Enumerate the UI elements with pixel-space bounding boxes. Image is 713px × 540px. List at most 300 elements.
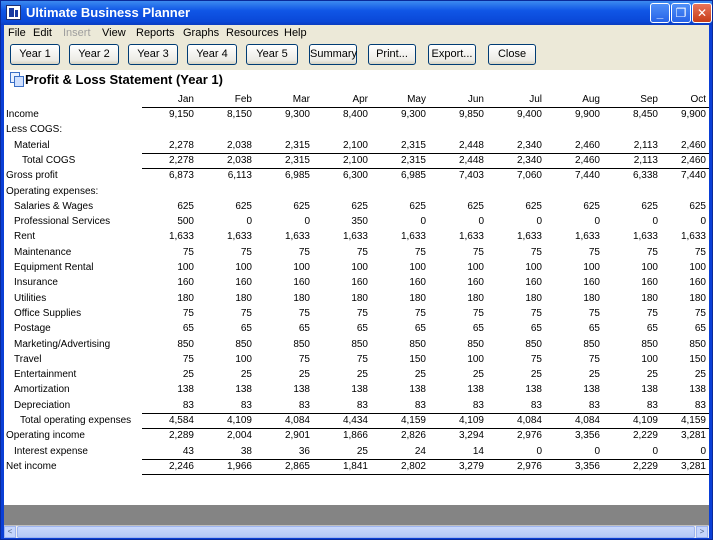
- cell-may: 6,985: [400, 170, 426, 182]
- cell-apr: 65: [356, 323, 368, 335]
- cell-aug: 75: [588, 246, 600, 258]
- cell-mar: 9,300: [284, 109, 310, 120]
- cell-mar: 625: [293, 200, 310, 212]
- row-label: Insurance: [14, 277, 58, 289]
- cell-mar: 36: [298, 445, 310, 457]
- cell-apr: 850: [351, 338, 368, 350]
- cell-aug: 1,633: [574, 231, 600, 243]
- month-header: Aug: [582, 94, 600, 105]
- cell-oct: 9,900: [680, 109, 706, 120]
- cell-aug: 75: [588, 307, 600, 319]
- month-header: Sep: [640, 94, 658, 105]
- cell-jul: 7,060: [516, 170, 542, 182]
- cell-feb: 1,633: [226, 231, 252, 243]
- cell-jun: 25: [472, 369, 484, 381]
- row-label: Equipment Rental: [14, 262, 94, 273]
- row-label: Office Supplies: [14, 307, 82, 319]
- cell-jan: 9,150: [168, 109, 194, 120]
- cell-apr: 6,300: [342, 170, 368, 182]
- table-row-office-supplies: [4, 307, 709, 322]
- cell-oct: 75: [694, 307, 706, 319]
- scroll-right-button[interactable]: >: [696, 526, 708, 538]
- row-label: Total operating expenses: [20, 415, 132, 426]
- cell-aug: 160: [583, 277, 600, 289]
- cell-jan: 2,278: [168, 139, 194, 151]
- cell-feb: 83: [240, 399, 252, 411]
- cell-apr: 83: [356, 399, 368, 411]
- table-row-net-income: [4, 460, 709, 475]
- cell-jun: 625: [467, 200, 484, 212]
- cell-may: 25: [414, 369, 426, 381]
- month-header: Oct: [690, 94, 706, 105]
- year-2-button[interactable]: Year 2: [69, 44, 119, 65]
- horizontal-scrollbar[interactable]: [4, 525, 709, 538]
- cell-jun: 75: [472, 246, 484, 258]
- cell-sep: 1,633: [632, 231, 658, 243]
- cell-mar: 850: [293, 338, 310, 350]
- cell-feb: 0: [246, 216, 252, 228]
- year-5-button[interactable]: Year 5: [246, 44, 298, 65]
- cell-mar: 2,865: [284, 460, 310, 472]
- cell-apr: 1,841: [342, 460, 368, 472]
- cell-jan: 2,246: [168, 460, 194, 472]
- cell-jun: 100: [467, 353, 484, 365]
- cell-may: 160: [409, 277, 426, 289]
- cell-mar: 6,985: [284, 170, 310, 182]
- total-rule: [142, 428, 709, 429]
- row-label: Professional Services: [14, 216, 111, 228]
- cell-may: 9,300: [400, 109, 426, 120]
- cell-sep: 6,338: [632, 170, 658, 182]
- cell-sep: 8,450: [632, 109, 658, 120]
- menu-reports[interactable]: Reports: [136, 27, 175, 39]
- cell-sep: 2,113: [633, 154, 658, 166]
- cell-sep: 83: [646, 399, 658, 411]
- cell-feb: 100: [235, 262, 252, 273]
- cell-aug: 9,900: [574, 109, 600, 120]
- menu-edit[interactable]: Edit: [33, 27, 52, 39]
- cell-mar: 75: [298, 353, 310, 365]
- cell-jan: 43: [182, 445, 194, 457]
- cell-jan: 100: [177, 262, 194, 273]
- total-rule: [142, 168, 709, 169]
- cell-oct: 1,633: [680, 231, 706, 243]
- cell-feb: 625: [235, 200, 252, 212]
- total-rule: [142, 413, 709, 414]
- row-label: Marketing/Advertising: [14, 338, 111, 350]
- cell-may: 83: [414, 399, 426, 411]
- cell-may: 150: [409, 353, 426, 365]
- cell-sep: 100: [641, 353, 658, 365]
- row-label: Amortization: [14, 384, 70, 396]
- cell-sep: 4,109: [632, 415, 658, 426]
- cell-jan: 1,633: [168, 231, 194, 243]
- cell-may: 100: [409, 262, 426, 273]
- cell-oct: 2,460: [680, 154, 706, 166]
- cell-aug: 0: [594, 445, 600, 457]
- cell-feb: 65: [240, 323, 252, 335]
- table-row-maintenance: [4, 246, 709, 261]
- cell-feb: 2,038: [226, 139, 252, 151]
- cell-aug: 75: [588, 353, 600, 365]
- row-label: Maintenance: [14, 246, 72, 258]
- row-label: Postage: [14, 323, 51, 335]
- row-label: Salaries & Wages: [14, 200, 94, 212]
- report-icon: [10, 72, 23, 85]
- cell-feb: 160: [235, 277, 252, 289]
- cell-jul: 4,084: [516, 415, 542, 426]
- close-window-button[interactable]: ✕: [692, 3, 712, 23]
- client-area: [4, 25, 709, 538]
- cell-feb: 2,004: [226, 430, 252, 442]
- cell-sep: 0: [652, 216, 658, 228]
- cell-sep: 850: [641, 338, 658, 350]
- row-label: Operating income: [6, 430, 85, 442]
- cell-jan: 75: [182, 246, 194, 258]
- cell-feb: 100: [235, 353, 252, 365]
- cell-jul: 100: [525, 262, 542, 273]
- cell-jan: 625: [177, 200, 194, 212]
- cell-mar: 2,315: [284, 154, 310, 166]
- cell-mar: 4,084: [284, 415, 310, 426]
- cell-feb: 850: [235, 338, 252, 350]
- cell-sep: 0: [652, 445, 658, 457]
- cell-sep: 25: [646, 369, 658, 381]
- cell-jul: 625: [525, 200, 542, 212]
- cell-jan: 83: [182, 399, 194, 411]
- table-row-salaries-wages: [4, 200, 709, 215]
- month-header: Feb: [234, 94, 252, 105]
- menu-insert: Insert: [63, 27, 91, 39]
- summary-button[interactable]: Summary: [309, 44, 357, 65]
- cell-feb: 6,113: [227, 170, 252, 182]
- cell-may: 2,826: [400, 430, 426, 442]
- cell-apr: 1,866: [342, 430, 368, 442]
- cell-oct: 625: [689, 200, 706, 212]
- table-row-material: [4, 139, 709, 154]
- month-header: Jan: [177, 94, 194, 105]
- cell-jan: 75: [182, 307, 194, 319]
- month-header: Jul: [529, 94, 542, 105]
- cell-jun: 0: [478, 216, 484, 228]
- cell-mar: 138: [293, 384, 310, 396]
- window-title: Ultimate Business Planner: [26, 5, 190, 20]
- empty-area: [4, 505, 709, 525]
- cell-jan: 138: [177, 384, 194, 396]
- cell-mar: 83: [298, 399, 310, 411]
- cell-mar: 160: [293, 277, 310, 289]
- cell-may: 1,633: [400, 231, 426, 243]
- cell-may: 2,802: [400, 460, 426, 472]
- cell-jan: 65: [182, 323, 194, 335]
- table-row-rent: [4, 230, 709, 245]
- cell-jun: 14: [472, 445, 484, 457]
- cell-aug: 850: [583, 338, 600, 350]
- cell-oct: 75: [694, 246, 706, 258]
- row-label: Entertainment: [14, 369, 77, 381]
- cell-jul: 65: [530, 323, 542, 335]
- maximize-button[interactable]: ❐: [671, 3, 691, 23]
- cell-oct: 138: [689, 384, 706, 396]
- table-row-operating-income: [4, 429, 709, 444]
- total-rule: [142, 459, 709, 460]
- cell-sep: 65: [646, 323, 658, 335]
- cell-may: 180: [409, 292, 426, 304]
- cell-oct: 100: [689, 262, 706, 273]
- cell-feb: 75: [240, 246, 252, 258]
- cell-feb: 2,038: [226, 154, 252, 166]
- table-row-postage: [4, 322, 709, 337]
- cell-jan: 180: [177, 292, 194, 304]
- app-icon: [6, 5, 21, 20]
- cell-oct: 3,281: [680, 460, 706, 472]
- cell-may: 2,315: [400, 139, 426, 151]
- cell-sep: 180: [641, 292, 658, 304]
- cell-aug: 25: [588, 369, 600, 381]
- menu-file[interactable]: File: [8, 27, 26, 39]
- cell-feb: 1,966: [226, 460, 252, 472]
- cell-feb: 25: [240, 369, 252, 381]
- cell-jul: 2,340: [516, 139, 542, 151]
- cell-aug: 100: [583, 262, 600, 273]
- pl-table: [4, 93, 709, 505]
- cell-apr: 160: [351, 277, 368, 289]
- cell-apr: 350: [351, 216, 368, 228]
- cell-mar: 0: [304, 216, 310, 228]
- cell-apr: 75: [356, 353, 368, 365]
- cell-aug: 2,460: [574, 139, 600, 151]
- cell-mar: 1,633: [284, 231, 310, 243]
- cell-jul: 850: [525, 338, 542, 350]
- cell-jun: 2,448: [458, 154, 484, 166]
- row-label: Depreciation: [14, 399, 71, 411]
- cell-apr: 180: [351, 292, 368, 304]
- year-3-button[interactable]: Year 3: [128, 44, 178, 65]
- cell-may: 2,315: [400, 154, 426, 166]
- cell-jan: 75: [182, 353, 194, 365]
- cell-aug: 138: [583, 384, 600, 396]
- report-panel: [4, 70, 709, 505]
- cell-oct: 0: [700, 216, 706, 228]
- cell-jul: 25: [530, 369, 542, 381]
- row-label: Travel: [14, 353, 42, 365]
- cell-jun: 160: [467, 277, 484, 289]
- table-row-marketing-advertising: [4, 338, 709, 353]
- cell-jun: 138: [467, 384, 484, 396]
- cell-sep: 2,113: [633, 139, 658, 151]
- year-1-button[interactable]: Year 1: [10, 44, 60, 65]
- cell-jun: 1,633: [458, 231, 484, 243]
- cell-jun: 9,850: [458, 109, 484, 120]
- cell-apr: 100: [351, 262, 368, 273]
- table-row-entertainment: [4, 368, 709, 383]
- menu-resources[interactable]: Resources: [226, 27, 279, 39]
- report-title: Profit & Loss Statement (Year 1): [25, 72, 223, 87]
- minimize-button[interactable]: _: [650, 3, 670, 23]
- cell-jun: 3,294: [458, 430, 484, 442]
- cell-oct: 4,159: [680, 415, 706, 426]
- cell-oct: 160: [689, 277, 706, 289]
- table-row-total-operating-expenses: [4, 414, 709, 429]
- cell-mar: 2,315: [284, 139, 310, 151]
- cell-oct: 2,460: [680, 139, 706, 151]
- cell-jun: 65: [472, 323, 484, 335]
- month-header: Mar: [292, 94, 310, 105]
- cell-aug: 3,356: [574, 430, 600, 442]
- row-label: Net income: [6, 460, 57, 472]
- cell-oct: 65: [694, 323, 706, 335]
- table-row-amortization: [4, 383, 709, 398]
- cell-jul: 75: [530, 307, 542, 319]
- cell-jul: 1,633: [516, 231, 542, 243]
- cell-aug: 65: [588, 323, 600, 335]
- cell-jul: 9,400: [516, 109, 542, 120]
- cell-oct: 180: [689, 292, 706, 304]
- cell-jul: 0: [536, 216, 542, 228]
- menu-bar: [4, 25, 709, 42]
- cell-jan: 2,289: [168, 430, 194, 442]
- row-label: Operating expenses:: [6, 185, 99, 197]
- cell-feb: 180: [235, 292, 252, 304]
- cell-jul: 160: [525, 277, 542, 289]
- table-row-travel: [4, 353, 709, 368]
- row-label: Utilities: [14, 292, 47, 304]
- cell-aug: 180: [583, 292, 600, 304]
- table-row-utilities: [4, 292, 709, 307]
- row-label: Gross profit: [6, 170, 58, 182]
- row-label: Income: [6, 109, 39, 120]
- cell-jan: 4,584: [168, 415, 194, 426]
- cell-mar: 75: [298, 246, 310, 258]
- month-header-row: [4, 93, 709, 108]
- cell-may: 65: [414, 323, 426, 335]
- cell-apr: 75: [356, 246, 368, 258]
- cell-may: 75: [414, 307, 426, 319]
- row-label: Less COGS:: [6, 124, 63, 136]
- menu-view[interactable]: View: [102, 27, 126, 39]
- menu-graphs[interactable]: Graphs: [183, 27, 220, 39]
- cell-jul: 180: [525, 292, 542, 304]
- cell-apr: 25: [356, 369, 368, 381]
- cell-sep: 2,229: [632, 460, 658, 472]
- cell-may: 0: [420, 216, 426, 228]
- cell-may: 850: [409, 338, 426, 350]
- cell-oct: 25: [694, 369, 706, 381]
- row-label: Material: [14, 139, 50, 151]
- cell-aug: 0: [594, 216, 600, 228]
- table-row-operating-expenses: [4, 185, 709, 200]
- cell-jun: 83: [472, 399, 484, 411]
- cell-oct: 3,281: [680, 430, 706, 442]
- cell-apr: 1,633: [342, 231, 368, 243]
- cell-sep: 75: [646, 307, 658, 319]
- table-row-equipment-rental: [4, 261, 709, 276]
- cell-aug: 4,084: [574, 415, 600, 426]
- export-button[interactable]: Export...: [428, 44, 476, 65]
- print-button[interactable]: Print...: [368, 44, 416, 65]
- cell-oct: 7,440: [680, 170, 706, 182]
- table-row-depreciation: [4, 399, 709, 414]
- cell-feb: 75: [240, 307, 252, 319]
- cell-jun: 850: [467, 338, 484, 350]
- cell-feb: 138: [235, 384, 252, 396]
- cell-sep: 2,229: [632, 430, 658, 442]
- row-label: Total COGS: [22, 154, 76, 166]
- toolbar: [4, 42, 709, 70]
- cell-apr: 25: [356, 445, 368, 457]
- cell-jan: 2,278: [168, 154, 194, 166]
- total-rule: [142, 153, 709, 154]
- cell-apr: 8,400: [342, 109, 368, 120]
- cell-jul: 2,976: [516, 460, 542, 472]
- table-row-total-cogs: [4, 154, 709, 169]
- cell-jul: 2,340: [516, 154, 542, 166]
- cell-jun: 100: [467, 262, 484, 273]
- cell-mar: 65: [298, 323, 310, 335]
- table-row-professional-services: [4, 215, 709, 230]
- cell-jun: 3,279: [458, 460, 484, 472]
- cell-apr: 4,434: [342, 415, 368, 426]
- cell-aug: 83: [588, 399, 600, 411]
- cell-sep: 160: [641, 277, 658, 289]
- cell-may: 625: [409, 200, 426, 212]
- cell-apr: 138: [351, 384, 368, 396]
- cell-may: 138: [409, 384, 426, 396]
- title-bar[interactable]: [1, 1, 712, 25]
- cell-aug: 625: [583, 200, 600, 212]
- table-row-interest-expense: [4, 445, 709, 460]
- table-row-insurance: [4, 276, 709, 291]
- table-row-gross-profit: [4, 169, 709, 184]
- cell-aug: 2,460: [574, 154, 600, 166]
- cell-jun: 2,448: [458, 139, 484, 151]
- cell-aug: 7,440: [574, 170, 600, 182]
- cell-feb: 38: [240, 445, 252, 457]
- cell-sep: 75: [646, 246, 658, 258]
- cell-may: 4,159: [400, 415, 426, 426]
- cell-jan: 6,873: [168, 170, 194, 182]
- cell-jan: 25: [182, 369, 194, 381]
- cell-jul: 2,976: [516, 430, 542, 442]
- scroll-thumb[interactable]: [17, 526, 695, 538]
- cell-may: 24: [414, 445, 426, 457]
- cell-jun: 4,109: [458, 415, 484, 426]
- table-row-income: [4, 108, 709, 123]
- cell-jul: 75: [530, 353, 542, 365]
- cell-jul: 75: [530, 246, 542, 258]
- cell-mar: 100: [293, 262, 310, 273]
- scroll-left-button[interactable]: <: [4, 526, 16, 538]
- net-income-underline: [142, 474, 709, 475]
- cell-sep: 625: [641, 200, 658, 212]
- cell-oct: 83: [694, 399, 706, 411]
- year-4-button[interactable]: Year 4: [187, 44, 237, 65]
- cell-jan: 850: [177, 338, 194, 350]
- cell-apr: 2,100: [342, 154, 368, 166]
- cell-jan: 160: [177, 277, 194, 289]
- cell-jan: 500: [177, 216, 194, 228]
- cell-oct: 850: [689, 338, 706, 350]
- cell-mar: 25: [298, 369, 310, 381]
- cell-feb: 8,150: [226, 109, 252, 120]
- cell-apr: 2,100: [342, 139, 368, 151]
- close-button[interactable]: Close: [488, 44, 536, 65]
- cell-aug: 3,356: [574, 460, 600, 472]
- cell-oct: 0: [700, 445, 706, 457]
- menu-help[interactable]: Help: [284, 27, 307, 39]
- cell-may: 75: [414, 246, 426, 258]
- cell-jun: 7,403: [458, 170, 484, 182]
